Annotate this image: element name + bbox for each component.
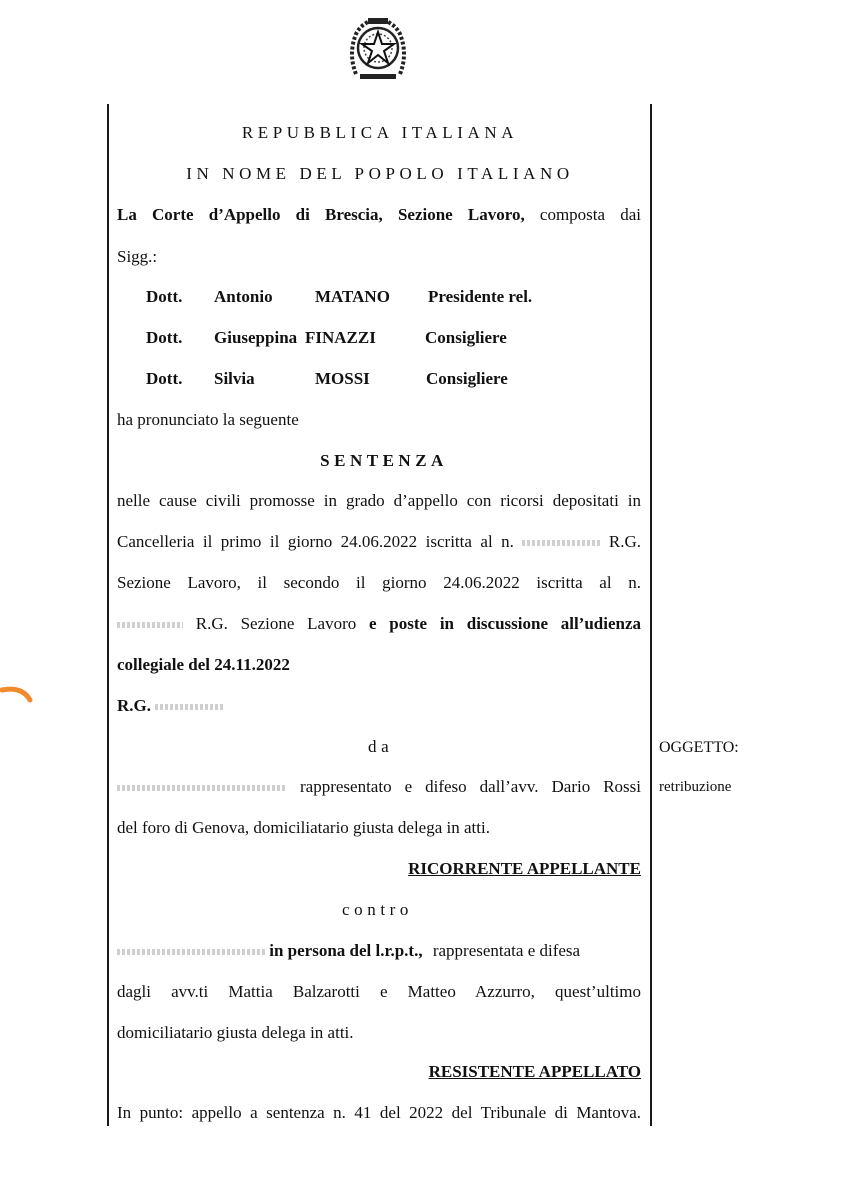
judge-role: Consigliere — [426, 369, 508, 388]
orange-highlight-mark — [0, 684, 36, 708]
court-composed: composta dai — [539, 205, 641, 224]
body-line-4-text: R.G. Sezione Lavoro — [195, 614, 357, 633]
respondent-legal-rep: in persona del l.r.p.t., — [269, 941, 423, 960]
judge-last-name: MOSSI — [315, 369, 370, 388]
respondent-label: RESISTENTE APPELLATO — [428, 1062, 641, 1081]
appellant-line-2: del foro di Genova, domiciliatario giusta delega in atti. — [117, 818, 490, 837]
respondent-line-3: domiciliatario giusta delega in atti. — [117, 1023, 354, 1042]
in-punto-line: In punto: appello a sentenza n. 41 del 2022 del Tribunale di Mantova. — [117, 1103, 641, 1122]
redacted-number — [155, 704, 225, 710]
sentenza-heading: SENTENZA — [320, 451, 448, 470]
respondent-text: rappresentata e difesa — [432, 941, 581, 960]
republic-heading: REPUBBLICA ITALIANA — [241, 123, 519, 142]
court-line — [117, 205, 641, 225]
hearing-date: collegiale del 24.11.2022 — [117, 655, 290, 674]
judge-last-name: MATANO — [315, 287, 390, 306]
rg-line — [117, 696, 641, 716]
judge-title: Dott. — [146, 287, 183, 306]
appellant-line — [117, 777, 641, 797]
contro-label: contro — [342, 900, 414, 919]
body-line-4 — [117, 614, 641, 634]
body-line-2-text: Cancelleria il primo il giorno 24.06.2022 iscritta al n. — [117, 532, 514, 551]
people-heading: IN NOME DEL POPOLO ITALIANO — [186, 164, 574, 183]
appellant-label: RICORRENTE APPELLANTE — [408, 859, 641, 878]
right-margin-rule — [650, 104, 652, 1126]
body-line-2 — [117, 532, 641, 552]
judge-title: Dott. — [146, 369, 183, 388]
judge-role: Consigliere — [425, 328, 507, 347]
court-name: La Corte d’Appello di Brescia, Sezione Lavoro, — [117, 205, 525, 224]
pronounced-text: ha pronunciato la seguente — [117, 410, 299, 429]
redacted-name — [117, 949, 265, 955]
rg-label: R.G. — [608, 532, 642, 551]
oggetto-label: OGGETTO: — [659, 739, 739, 756]
judge-role: Presidente rel. — [428, 287, 533, 306]
sigg-label: Sigg.: — [117, 247, 158, 266]
oggetto-value: retribuzione — [659, 779, 732, 795]
judge-first-name: Silvia — [214, 369, 255, 388]
judge-first-name: Antonio — [214, 287, 273, 306]
redacted-name — [117, 785, 287, 791]
rg-label: R.G. — [117, 696, 151, 715]
judge-last-name: FINAZZI — [305, 328, 376, 347]
left-margin-rule — [107, 104, 109, 1126]
body-line-1: nelle cause civili promosse in grado d’appello con ricorsi depositati in — [117, 491, 641, 510]
italian-republic-emblem-icon — [346, 14, 410, 82]
body-line-4-bold: e poste in discussione all’udienza — [369, 614, 642, 633]
appellant-text: rappresentato e difeso dall’avv. Dario Rossi — [300, 777, 641, 796]
judge-first-name: Giuseppina — [214, 328, 298, 347]
body-line-3: Sezione Lavoro, il secondo il giorno 24.06.2022 iscritta al n. — [117, 573, 641, 592]
respondent-line-2: dagli avv.ti Mattia Balzarotti e Matteo Azzurro, quest’ultimo — [117, 982, 641, 1001]
redacted-number — [522, 540, 600, 546]
da-label: da — [368, 737, 394, 756]
respondent-line — [117, 941, 641, 961]
judge-title: Dott. — [146, 328, 183, 347]
redacted-number — [117, 622, 183, 628]
